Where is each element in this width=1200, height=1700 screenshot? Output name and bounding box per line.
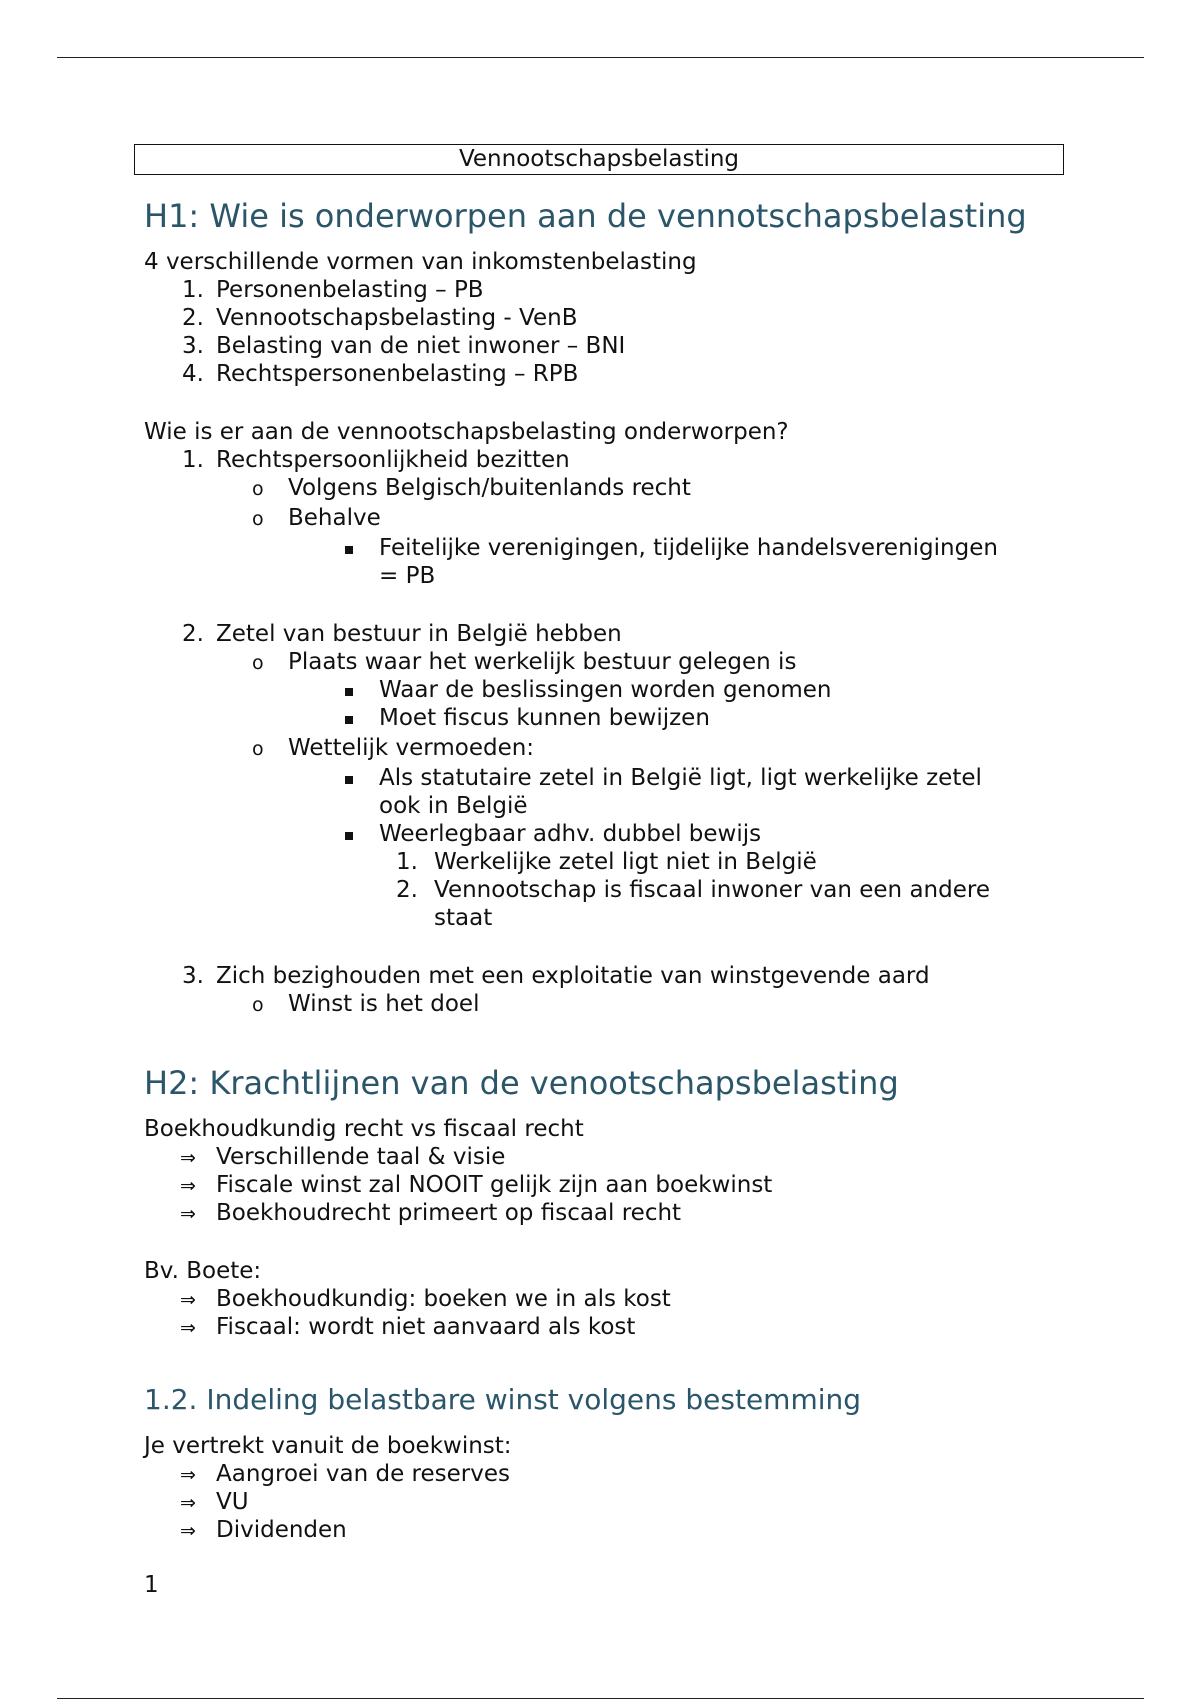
criterion-1-sub-item: Feitelijke verenigingen, tijdelijke handelsverenigingen	[379, 535, 998, 561]
list-text: Personenbelasting – PB	[216, 277, 484, 303]
paragraph-s12-intro: Je vertrekt vanuit de boekwinst:	[144, 1433, 512, 1459]
arrow-bullet-icon: ⇒	[180, 1289, 196, 1311]
s12-point: VU	[216, 1489, 249, 1515]
h2-point: Verschillende taal & visie	[216, 1144, 506, 1170]
square-bullet-icon	[345, 832, 353, 840]
paragraph-question: Wie is er aan de vennootschapsbelasting onderworpen?	[144, 419, 789, 445]
criterion-1-sub-item-cont: = PB	[379, 563, 436, 589]
document-title: Vennootschapsbelasting	[134, 144, 1064, 175]
example-point: Boekhoudkundig: boeken we in als kost	[216, 1286, 671, 1312]
circle-bullet-icon: o	[252, 478, 264, 500]
proof-item: Werkelijke zetel ligt niet in België	[434, 849, 817, 875]
criterion-2: Zetel van bestuur in België hebben	[216, 621, 622, 647]
list-number: 1.	[182, 277, 204, 303]
header-rule	[57, 57, 1144, 58]
list-text: Belasting van de niet inwoner – BNI	[216, 333, 626, 359]
list-text: Rechtspersonenbelasting – RPB	[216, 361, 579, 387]
criterion-1: Rechtspersoonlijkheid bezitten	[216, 447, 570, 473]
example-point: Fiscaal: wordt niet aanvaard als kost	[216, 1314, 636, 1340]
list-text: Vennootschapsbelasting - VenB	[216, 305, 578, 331]
square-bullet-icon	[345, 688, 353, 696]
criterion-3: Zich bezighouden met een exploitatie van winstgevende aard	[216, 963, 930, 989]
square-bullet-icon	[345, 716, 353, 724]
h2-point: Boekhoudrecht primeert op fiscaal recht	[216, 1200, 682, 1226]
arrow-bullet-icon: ⇒	[180, 1147, 196, 1169]
criterion-1-sub: Behalve	[288, 505, 381, 531]
square-bullet-icon	[345, 546, 353, 554]
heading-1-2: 1.2. Indeling belastbare winst volgens bestemming	[144, 1383, 862, 1416]
circle-bullet-icon: o	[252, 652, 264, 674]
list-number: 3.	[182, 963, 204, 989]
arrow-bullet-icon: ⇒	[180, 1203, 196, 1225]
circle-bullet-icon: o	[252, 508, 264, 530]
page-number: 1	[144, 1572, 159, 1598]
list-number: 4.	[182, 361, 204, 387]
criterion-2-sub-item-cont: ook in België	[379, 793, 528, 819]
paragraph-intro: 4 verschillende vormen van inkomstenbelasting	[144, 249, 697, 275]
criterion-1-sub: Volgens Belgisch/buitenlands recht	[288, 475, 691, 501]
s12-point: Dividenden	[216, 1517, 347, 1543]
list-number: 1.	[182, 447, 204, 473]
criterion-3-sub: Winst is het doel	[288, 991, 480, 1017]
criterion-2-sub: Wettelijk vermoeden:	[288, 735, 535, 761]
circle-bullet-icon: o	[252, 738, 264, 760]
list-number: 2.	[396, 877, 418, 903]
proof-item-cont: staat	[434, 905, 493, 931]
criterion-2-sub-item: Weerlegbaar adhv. dubbel bewijs	[379, 821, 762, 847]
paragraph-h2-intro: Boekhoudkundig recht vs fiscaal recht	[144, 1116, 584, 1142]
list-number: 1.	[396, 849, 418, 875]
footer-rule	[57, 1698, 1144, 1699]
square-bullet-icon	[345, 776, 353, 784]
s12-point: Aangroei van de reserves	[216, 1461, 510, 1487]
criterion-2-sub-item: Moet fiscus kunnen bewijzen	[379, 705, 710, 731]
list-number: 2.	[182, 305, 204, 331]
arrow-bullet-icon: ⇒	[180, 1520, 196, 1542]
circle-bullet-icon: o	[252, 994, 264, 1016]
arrow-bullet-icon: ⇒	[180, 1317, 196, 1339]
list-number: 3.	[182, 333, 204, 359]
arrow-bullet-icon: ⇒	[180, 1175, 196, 1197]
paragraph-example: Bv. Boete:	[144, 1258, 262, 1284]
proof-item: Vennootschap is fiscaal inwoner van een andere	[434, 877, 990, 903]
heading-h1: H1: Wie is onderworpen aan de vennotschapsbelasting	[144, 197, 1027, 235]
arrow-bullet-icon: ⇒	[180, 1464, 196, 1486]
criterion-2-sub-item: Waar de beslissingen worden genomen	[379, 677, 832, 703]
list-number: 2.	[182, 621, 204, 647]
criterion-2-sub-item: Als statutaire zetel in België ligt, ligt werkelijke zetel	[379, 765, 982, 791]
h2-point: Fiscale winst zal NOOIT gelijk zijn aan boekwinst	[216, 1172, 773, 1198]
arrow-bullet-icon: ⇒	[180, 1492, 196, 1514]
heading-h2: H2: Krachtlijnen van de venootschapsbelasting	[144, 1064, 899, 1102]
criterion-2-sub: Plaats waar het werkelijk bestuur gelegen is	[288, 649, 797, 675]
